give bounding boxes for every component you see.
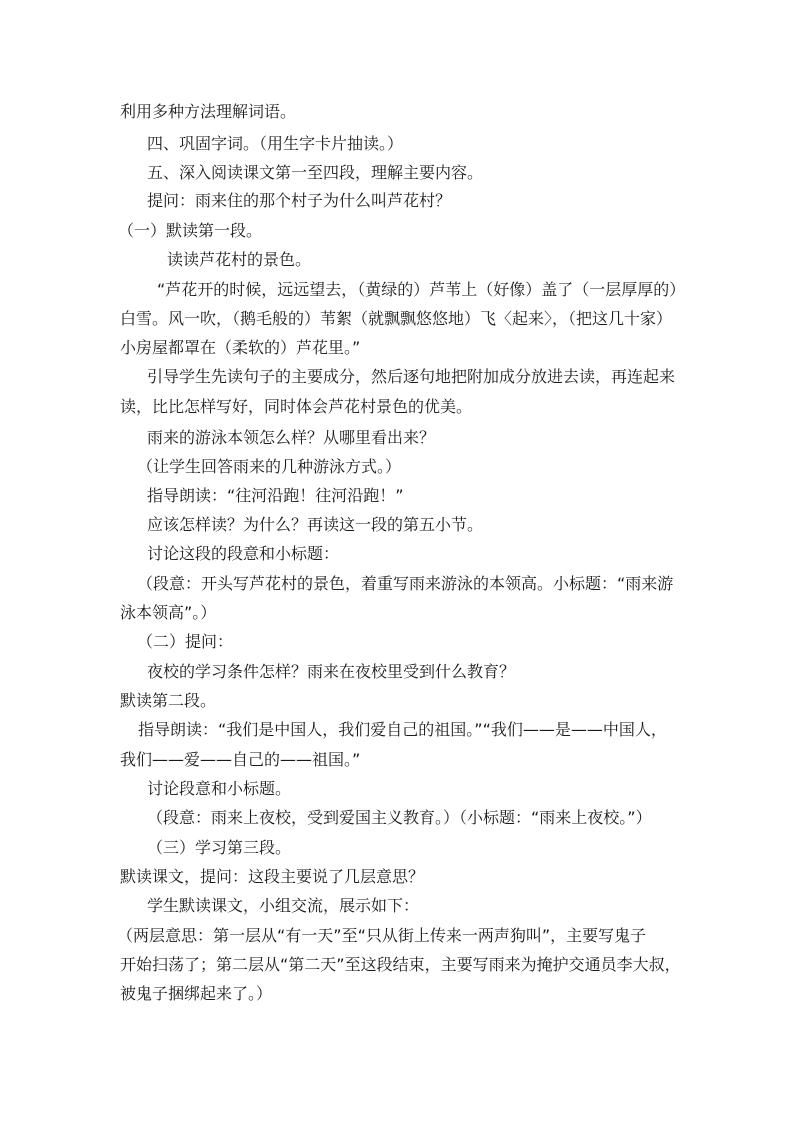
text-line: 四、巩固字词。（用生字卡片抽读。） <box>147 134 404 153</box>
text-line: 五、深入阅读课文第一至四段，理解主要内容。 <box>147 163 484 182</box>
text-line: 讨论段意和小标题。 <box>147 779 292 798</box>
text-line: “芦花开的时候，远远望去，（黄绿的）芦苇上（好像）盖了（一层厚厚的） <box>157 280 686 299</box>
text-line: 泳本领高”。） <box>120 603 217 622</box>
text-line: （两层意思：第一层从“有一天”至“只从街上传来一两声狗叫”，主要写鬼子 <box>117 926 647 945</box>
text-line: 指导朗读：“我们是中国人，我们爱自己的祖国。”“我们——是——中国人， <box>138 720 667 739</box>
text-line: 夜校的学习条件怎样？雨来在夜校里受到什么教育？ <box>147 662 516 681</box>
text-line: （段意：雨来上夜校，受到爱国主义教育。）（小标题：“雨来上夜校。”） <box>147 808 652 827</box>
text-line: 默读第二段。 <box>120 691 217 710</box>
text-line: （二）提问： <box>137 632 234 651</box>
text-line: 默读课文，提问：这段主要说了几层意思？ <box>120 867 425 886</box>
text-line: 引导学生先读句子的主要成分，然后逐句地把附加成分放进去读，再连起来 <box>147 367 676 386</box>
text-line: 提问：雨来住的那个村子为什么叫芦花村？ <box>147 191 452 210</box>
text-line: 读，比比怎样写好，同时体会芦花村景色的优美。 <box>120 397 473 416</box>
text-line: 应该怎样读？为什么？再读这一段的第五小节。 <box>147 515 484 534</box>
text-line: 讨论这段的段意和小标题： <box>147 544 340 563</box>
text-line: 利用多种方法理解词语。 <box>120 102 297 121</box>
text-line: （让学生回答雨来的几种游泳方式。） <box>137 457 402 476</box>
text-line: （一）默读第一段。 <box>118 221 263 240</box>
text-line: 学生默读课文，小组交流，展示如下： <box>147 896 420 915</box>
text-line: 白雪。风一吹，（鹅毛般的）苇絮（就飘飘悠悠地）飞〈起来〉，（把这几十家） <box>120 309 673 328</box>
text-line: 小房屋都罩在（柔软的）芦花里。” <box>120 338 361 357</box>
text-line: 读读芦花村的景色。 <box>167 250 312 269</box>
text-line: 我们——爱——自己的——祖国。” <box>120 750 361 769</box>
text-line: 指导朗读：“往河沿跑！往河沿跑！” <box>147 486 404 505</box>
text-line: （三）学习第三段。 <box>147 838 292 857</box>
text-line: 开始扫荡了；第二层从“第二天”至这段结束，主要写雨来为掩护交通员李大叔， <box>120 955 681 974</box>
text-line: （段意：开头写芦花村的景色，着重写雨来游泳的本领高。小标题：“雨来游 <box>137 574 674 593</box>
text-line: 被鬼子捆绑起来了。） <box>120 984 273 1003</box>
text-line: 雨来的游泳本领怎么样？从哪里看出来？ <box>147 428 436 447</box>
